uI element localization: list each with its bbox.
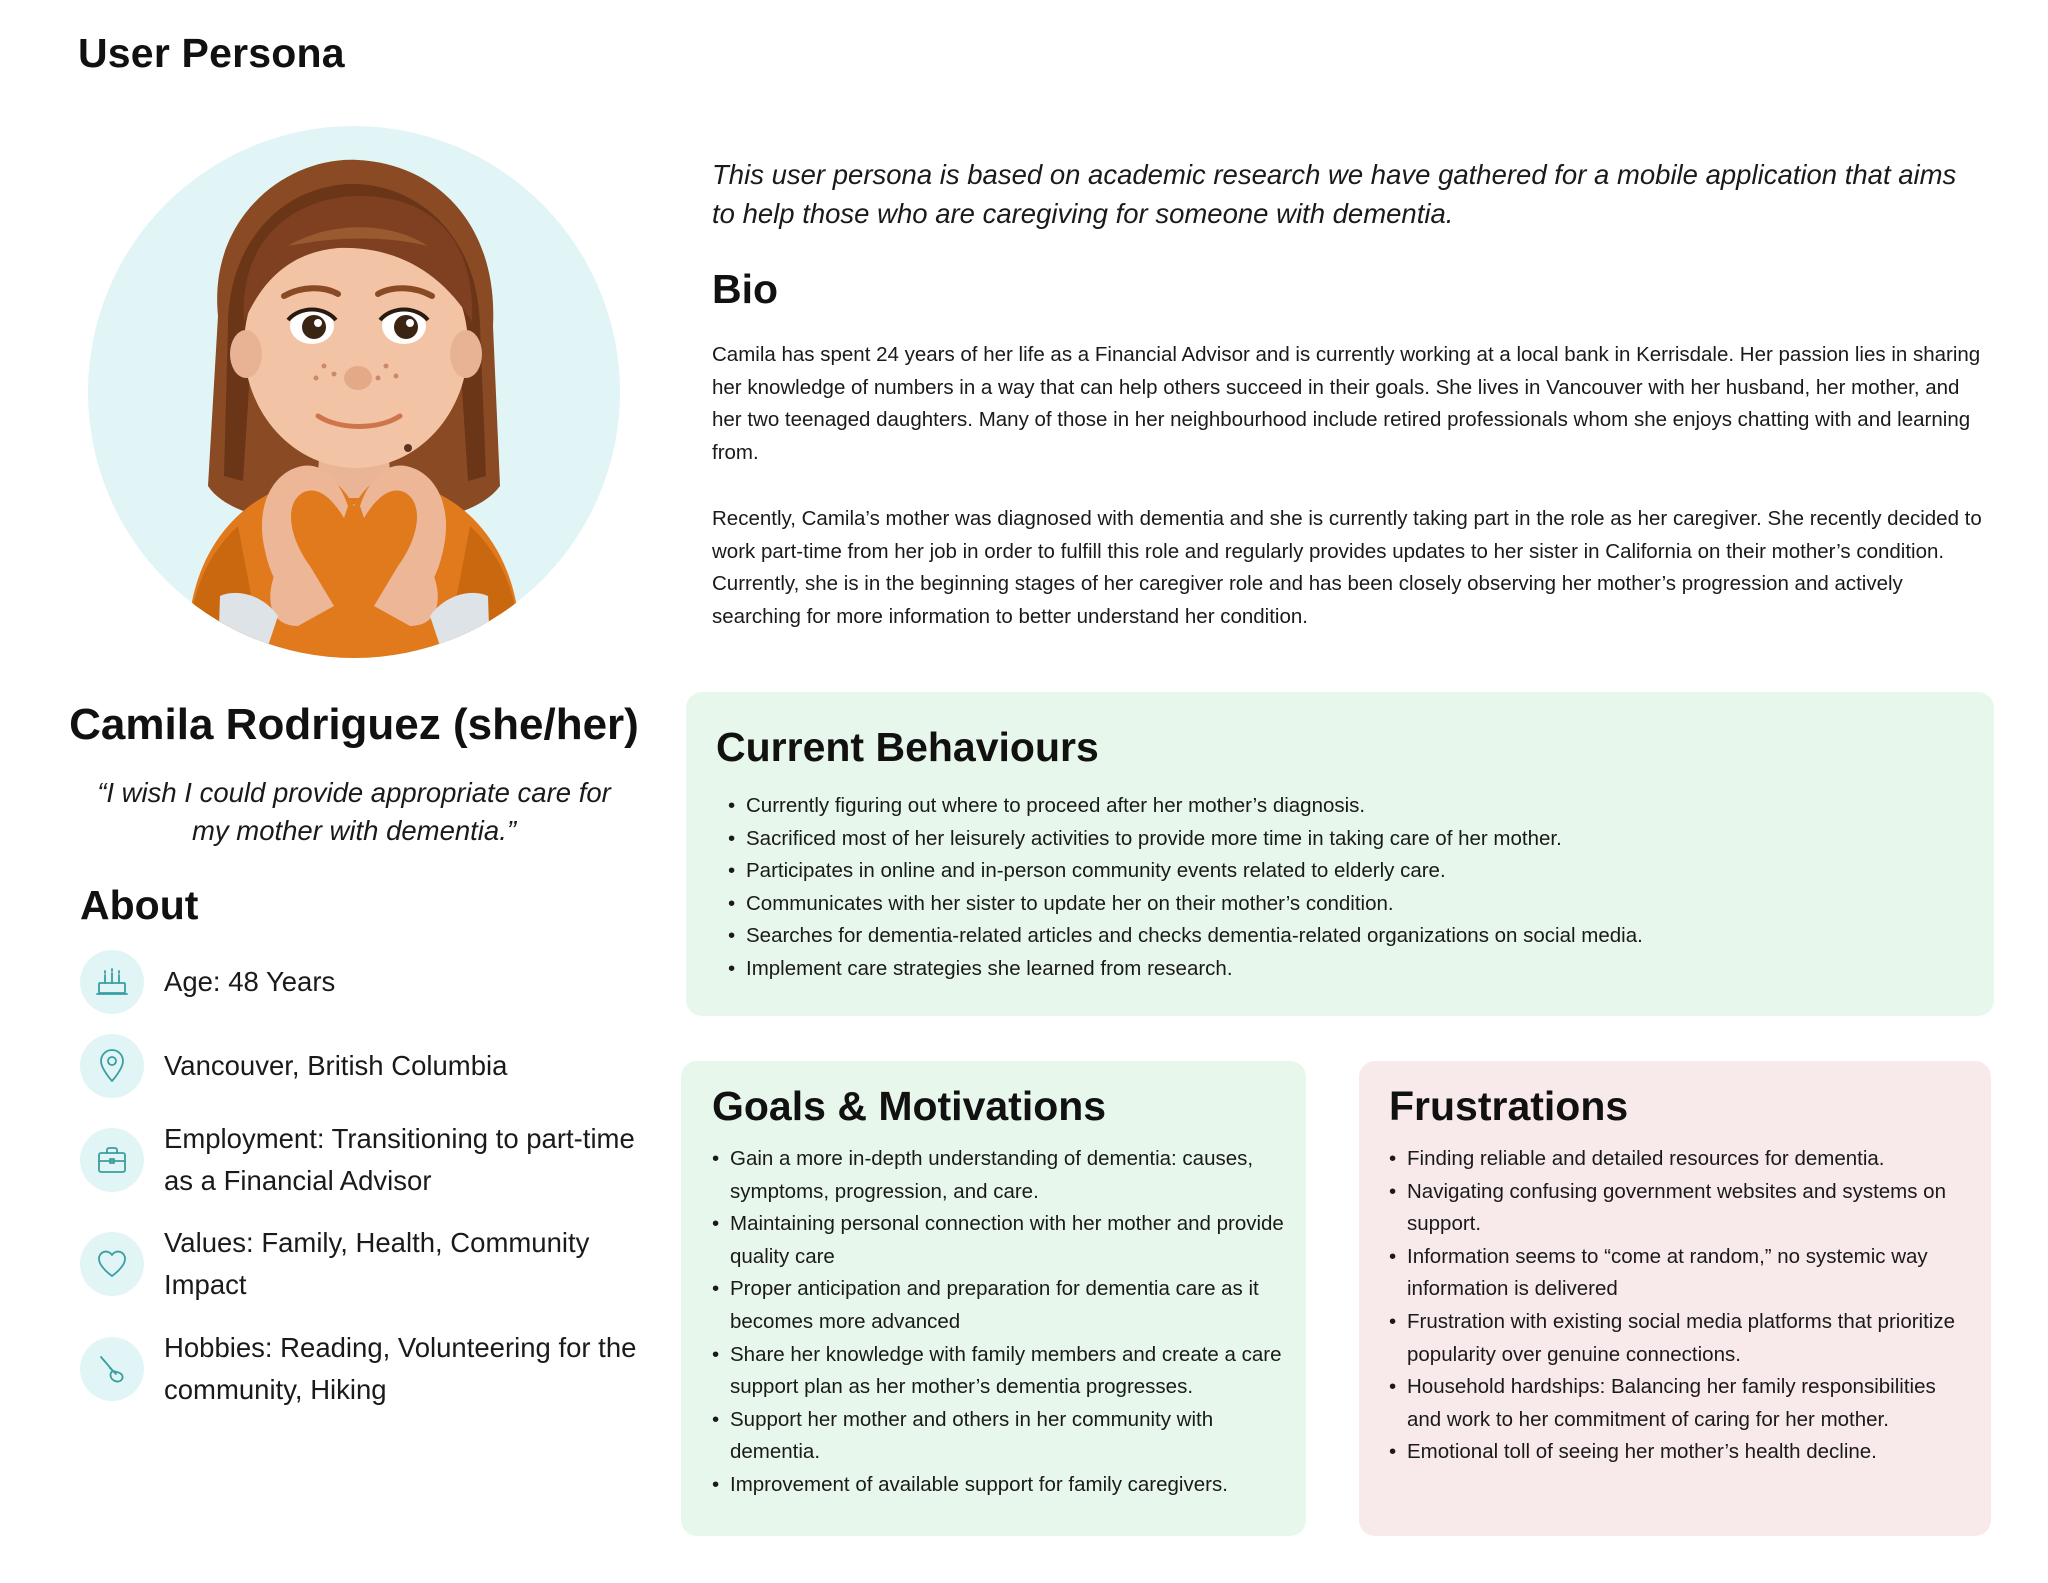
list-item: • Gain a more in-depth understanding of dementia: causes, symptoms, progression, and care.	[712, 1143, 1297, 1208]
bio-paragraph: Camila has spent 24 years of her life as a Financial Advisor and is currently working at a local bank in Kerrisdale. Her passion lies in sharing her knowledge of numbers in a way that can help others succeed in their goals. She lives in Vancouver with her husband, her mother, and her two teenaged daughters. Many of those in her neighbourhood include retired professionals whom she enjoys chatting with and learning from.	[712, 343, 1981, 464]
current-behaviours-title: Current Behaviours	[716, 724, 1099, 770]
frustrations-card	[1359, 1061, 1991, 1536]
about-item-values	[80, 1222, 660, 1306]
bio-paragraph: Recently, Camila’s mother was diagnosed with dementia and she is currently taking part in the role as her caregiver. She recently decided to work part-time from her job in order to fulfill this role and regularly provides updates to her sister in California on their mother’s condition. Currently, she is in the beginning stages of her caregiver role and has been closely observing her mother’s progression and actively searching for more information to better understand her condition.	[712, 507, 1982, 628]
persona-avatar	[88, 126, 620, 658]
list-item: • Household hardships: Balancing her family responsibilities and work to her commitment of caring for her mother.	[1389, 1371, 1969, 1436]
list-item: • Communicates with her sister to update her on their mother’s condition.	[716, 888, 1994, 921]
frustrations-list	[1389, 1143, 1969, 1469]
about-item-location	[80, 1034, 660, 1098]
list-item: • Frustration with existing social media platforms that prioritize popularity over genuine connections.	[1389, 1306, 1969, 1371]
list-item: • Support her mother and others in her community with dementia.	[712, 1404, 1297, 1469]
paintbrush-icon	[80, 1337, 144, 1401]
about-item-text: Age: 48 Years	[164, 966, 336, 997]
list-item: • Proper anticipation and preparation for dementia care as it becomes more advanced	[712, 1273, 1297, 1338]
location-pin-icon	[80, 1034, 144, 1098]
list-item: • Navigating confusing government websites and systems on support.	[1389, 1176, 1969, 1241]
about-item-employment	[80, 1118, 660, 1202]
about-item-text: Employment: Transitioning to part-time as a Financial Advisor	[164, 1123, 635, 1196]
goals-motivations-list	[712, 1143, 1297, 1502]
page-title: User Persona	[78, 30, 345, 76]
current-behaviours-list	[716, 790, 1994, 986]
about-item-text: Values: Family, Health, Community Impact	[164, 1227, 590, 1300]
frustrations-title: Frustrations	[1389, 1083, 1629, 1129]
list-item: • Participates in online and in-person community events related to elderly care.	[716, 855, 1994, 888]
birthday-cake-icon	[80, 950, 144, 1014]
goals-motivations-card	[681, 1061, 1306, 1536]
list-item: • Maintaining personal connection with her mother and provide quality care	[712, 1208, 1297, 1273]
bio-title: Bio	[712, 266, 779, 312]
persona-intro: This user persona is based on academic research we have gathered for a mobile application that aims to help those who are caregiving for someone with dementia.	[712, 159, 1957, 229]
list-item: • Emotional toll of seeing her mother’s health decline.	[1389, 1436, 1969, 1469]
about-title: About	[80, 882, 199, 928]
memoji-avatar-illustration	[88, 126, 620, 658]
list-item: • Searches for dementia-related articles and checks dementia-related organizations on social media.	[716, 920, 1994, 953]
list-item: • Sacrificed most of her leisurely activities to provide more time in taking care of her mother.	[716, 823, 1994, 856]
goals-motivations-title: Goals & Motivations	[712, 1083, 1107, 1129]
persona-name: Camila Rodriguez (she/her)	[69, 700, 639, 749]
about-item-text: Hobbies: Reading, Volunteering for the community, Hiking	[164, 1332, 637, 1405]
list-item: • Share her knowledge with family members and create a care support plan as her mother’s dementia progresses.	[712, 1339, 1297, 1404]
list-item: • Improvement of available support for family caregivers.	[712, 1469, 1297, 1502]
list-item: • Implement care strategies she learned from research.	[716, 953, 1994, 986]
current-behaviours-card	[686, 692, 1994, 1016]
list-item: • Finding reliable and detailed resources for dementia.	[1389, 1143, 1969, 1176]
about-item-age	[80, 950, 660, 1014]
briefcase-icon	[80, 1128, 144, 1192]
about-item-hobbies	[80, 1327, 660, 1411]
persona-quote: “I wish I could provide appropriate care for my mother with dementia.”	[97, 777, 611, 846]
heart-icon	[80, 1232, 144, 1296]
list-item: • Currently figuring out where to proceed after her mother’s diagnosis.	[716, 790, 1994, 823]
list-item: • Information seems to “come at random,” no systemic way information is delivered	[1389, 1241, 1969, 1306]
about-item-text: Vancouver, British Columbia	[164, 1050, 508, 1081]
